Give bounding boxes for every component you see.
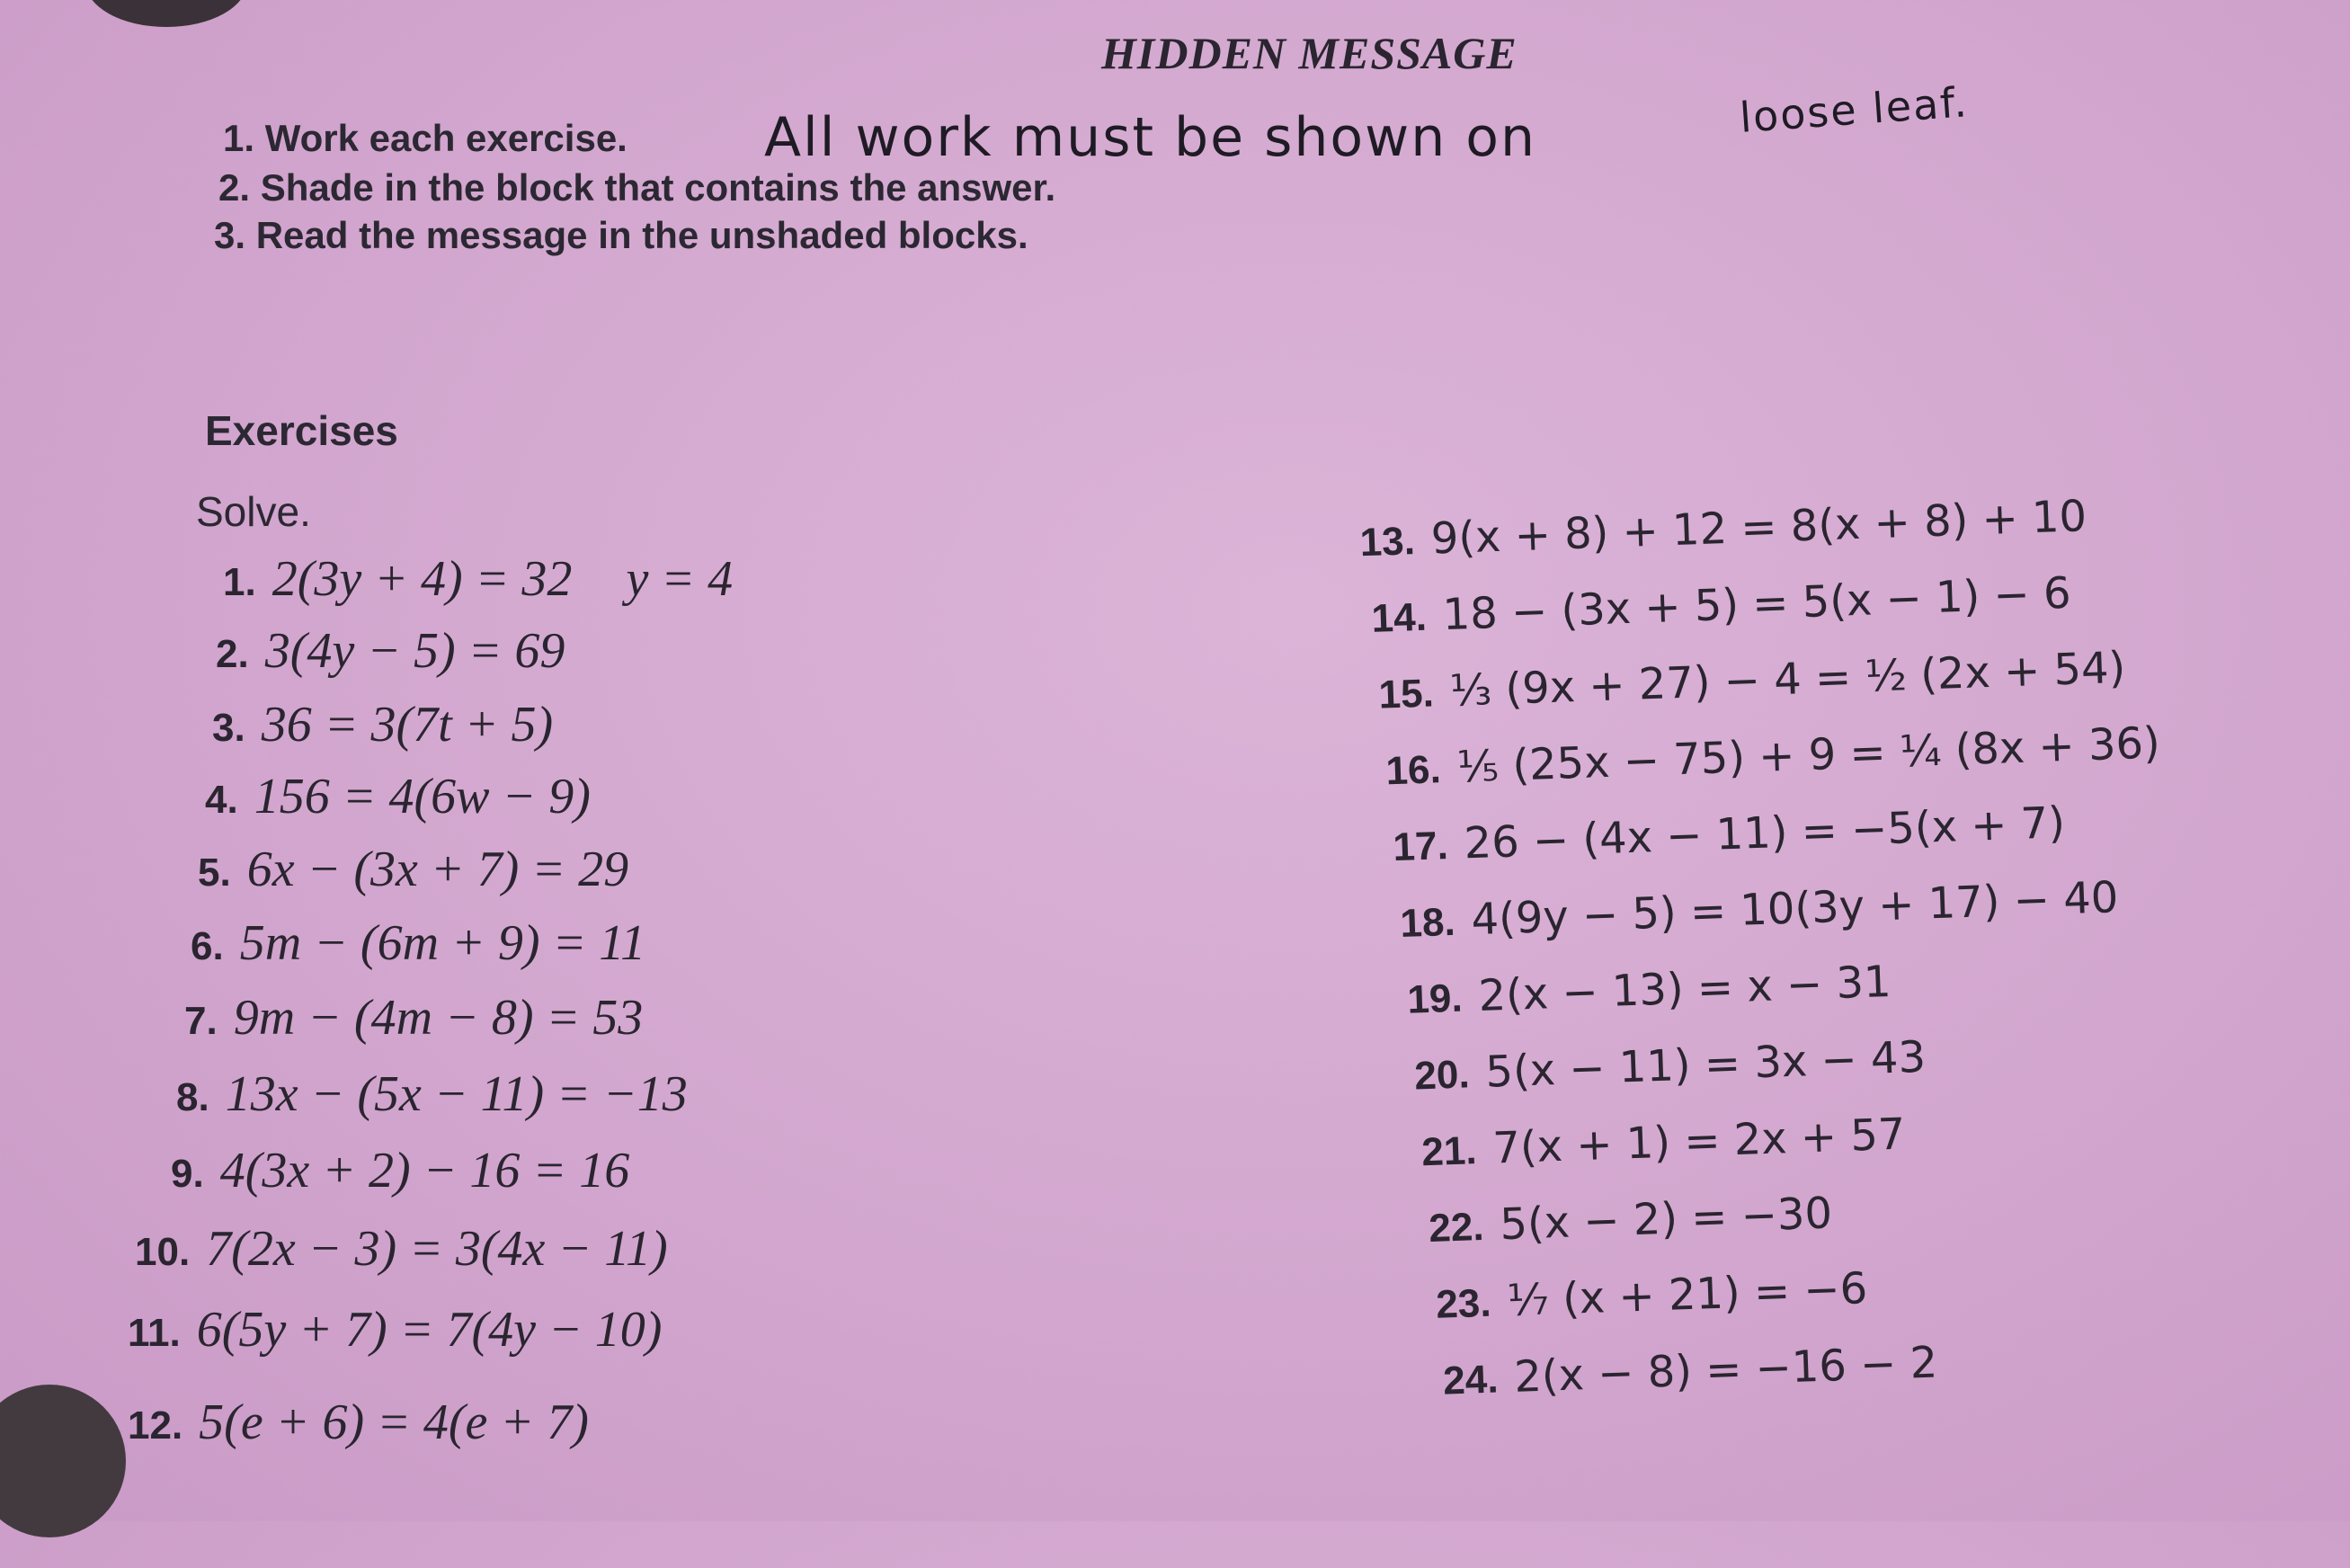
exercise-equation: 5m − (6m + 9) = 11 [239,915,646,971]
exercise-equation: 2(x − 13) = x − 31 [1477,956,1892,1021]
exercise-24 [1442,1337,1938,1404]
exercise-number: 14. [1370,594,1428,641]
exercise-22 [1428,1188,1833,1252]
exercise-number: 22. [1428,1204,1485,1252]
exercise-number: 11. [128,1311,181,1355]
exercise-equation: 9(x + 8) + 12 = 8(x + 8) + 10 [1429,491,2087,565]
exercise-16 [1385,717,2161,795]
exercise-equation: 26 − (4x − 11) = −5(x + 7) [1463,797,2066,869]
exercise-equation: ⅐ (x + 21) = −6 [1506,1263,1869,1327]
exercise-equation: 2(x − 8) = −16 − 2 [1513,1337,1939,1403]
solve-label: Solve. [196,488,311,535]
exercise-number: 23. [1435,1280,1492,1327]
exercise-equation: 13x − (5x − 11) = −13 [225,1066,688,1122]
exercise-equation: 4(9y − 5) = 10(3y + 17) − 40 [1470,872,2120,946]
binder-hole-top [85,0,247,27]
instruction-text: Work each exercise. [264,117,628,159]
exercise-equation: ⅓ (9x + 27) − 4 = ½ (2x + 54) [1448,642,2127,717]
exercise-equation: 5(x − 2) = −30 [1499,1188,1833,1251]
exercise-equation: 36 = 3(7t + 5) [261,697,554,753]
exercise-number: 10. [135,1230,191,1274]
instruction-number: 3. [214,214,246,256]
exercise-14 [1371,568,2072,643]
exercise-equation: 2(3y + 4) = 32 [271,551,573,607]
exercise-number: 19. [1406,976,1464,1022]
exercise-number: 13. [1358,519,1416,566]
exercise-18 [1399,872,2119,948]
exercise-equation: 6(5y + 7) = 7(4y − 10) [196,1302,663,1358]
exercise-20 [1413,1032,1926,1100]
exercise-number: 16. [1384,747,1442,794]
exercise-equation: ⅕ (25x − 75) + 9 = ¼ (8x + 36) [1455,717,2161,793]
exercise-equation: 6x − (3x + 7) = 29 [246,842,629,897]
exercise-number: 17. [1392,824,1449,870]
exercise-19 [1406,957,1892,1024]
exercise-equation: 18 − (3x + 5) = 5(x − 1) − 6 [1441,567,2072,641]
exercise-number: 4. [205,778,238,822]
exercise-equation: 4(3x + 2) − 16 = 16 [219,1143,630,1198]
exercise-equation: 9m − (4m − 8) = 53 [233,990,644,1046]
instruction-text: Shade in the block that contains the answer. [260,166,1056,209]
exercise-15 [1378,643,2127,719]
exercise-number: 9. [171,1152,204,1196]
exercise-number: 2. [216,632,249,676]
instruction-number: 2. [218,166,251,209]
exercise-equation: 7(2x − 3) = 3(4x − 11) [206,1221,668,1277]
exercise-number: 1. [223,560,256,604]
exercises-heading: Exercises [205,407,398,454]
exercise-21 [1420,1109,1906,1177]
exercise-equation: 156 = 4(6w − 9) [254,769,591,824]
exercise-number: 24. [1442,1357,1500,1403]
handwritten-note-part1: All work must be shown on [764,106,1537,169]
exercise-equation: 7(x + 1) = 2x + 57 [1491,1109,1907,1174]
exercise-number: 5. [198,851,231,895]
exercise-number: 6. [191,924,224,968]
exercise-number: 15. [1377,671,1435,717]
exercise-number: 7. [184,999,218,1043]
exercise-example-answer: y = 4 [626,551,734,607]
exercise-23 [1435,1263,1868,1329]
instruction-number: 1. [223,117,255,159]
exercise-equation: 5(x − 11) = 3x − 43 [1484,1031,1927,1098]
exercise-number: 3. [212,706,245,750]
exercise-number: 20. [1413,1052,1471,1099]
exercise-equation: 3(4y − 5) = 69 [264,623,565,679]
exercise-number: 18. [1399,899,1456,946]
exercise-17 [1393,797,2066,871]
handwritten-note-part2: loose leaf. [1738,77,1971,142]
exercise-number: 12. [128,1403,183,1448]
exercise-13 [1359,491,2087,566]
exercise-number: 8. [176,1075,209,1119]
exercise-number: 21. [1420,1128,1478,1175]
page-title: HIDDEN MESSAGE [1101,28,1518,78]
exercise-equation: 5(e + 6) = 4(e + 7) [199,1394,589,1450]
instruction-text: Read the message in the unshaded blocks. [255,214,1028,256]
